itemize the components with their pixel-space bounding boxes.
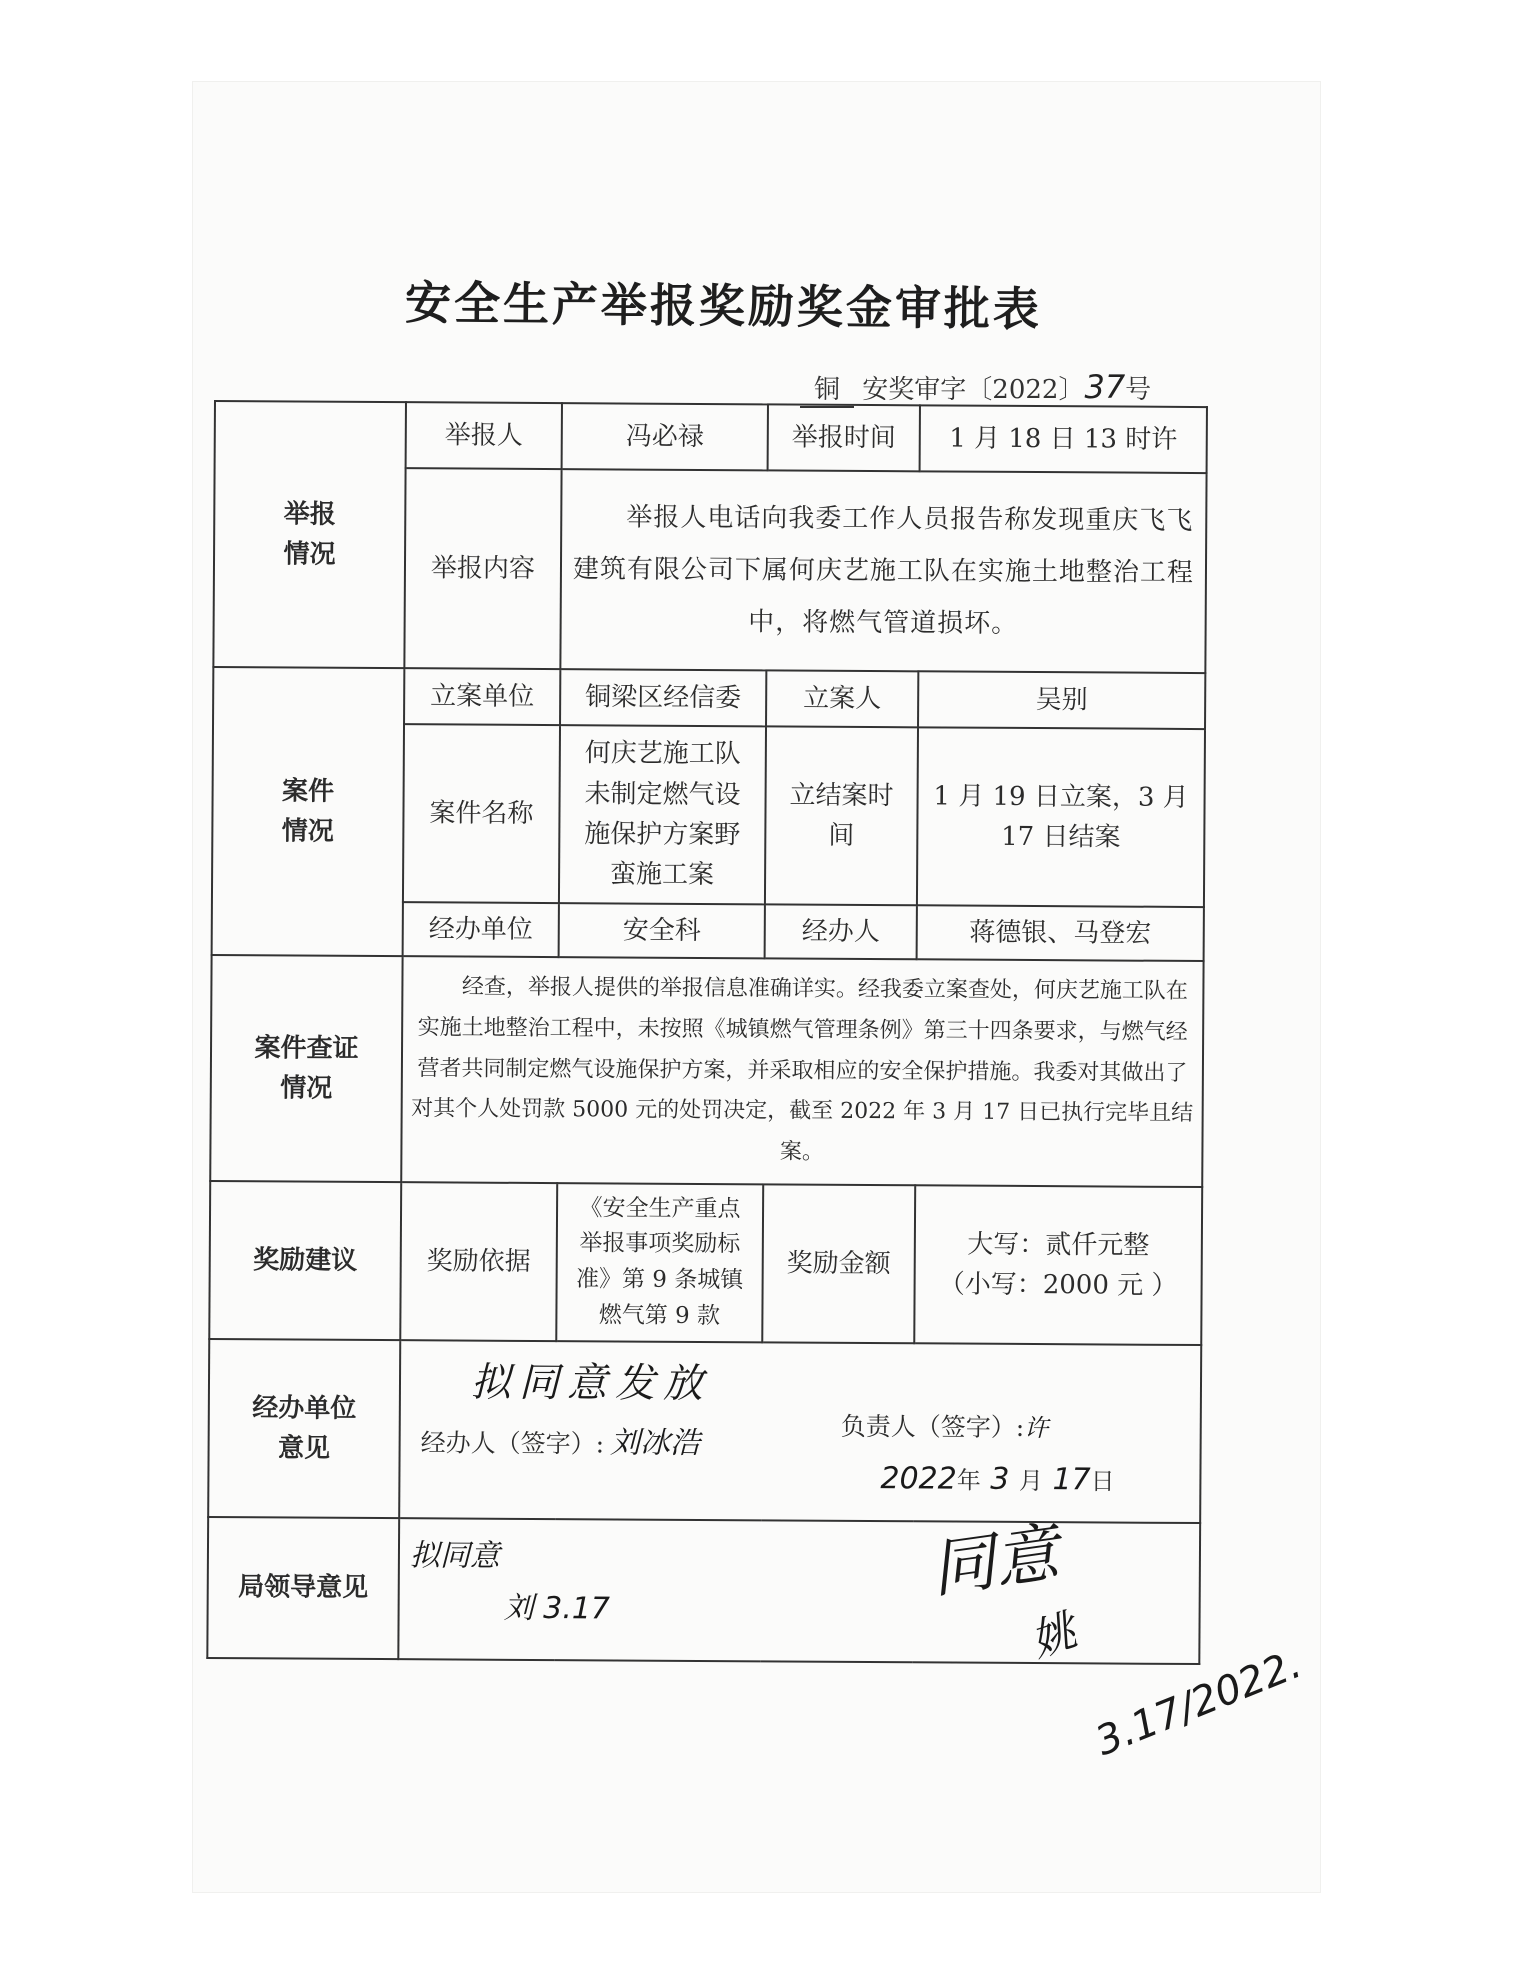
case-name-value: 何庆艺施工队 未制定燃气设 施保护方案野 蛮施工案 — [559, 725, 766, 904]
doc-number-text: 安奖审字〔2022〕 — [862, 375, 1085, 405]
doc-number-handwritten: 37 — [1084, 368, 1126, 406]
document-number — [800, 368, 1151, 408]
section-investigation: 案件查证 情况 — [210, 955, 402, 1182]
reporter-value: 冯必禄 — [562, 403, 768, 470]
case-period-label: 立结案时 间 — [765, 726, 918, 905]
report-time-label: 举报时间 — [768, 404, 920, 471]
handler-label: 经办人 — [765, 904, 917, 959]
approval-form-table — [206, 400, 1208, 1665]
case-name-label: 案件名称 — [403, 724, 560, 903]
leader-signature: 许 — [1024, 1413, 1049, 1443]
handler-sign-label: 经办人（签字）: — [420, 1428, 605, 1459]
unit-opinion-cell — [399, 1340, 1201, 1523]
handling-unit-label: 经办单位 — [403, 902, 559, 957]
section-reward: 奖励建议 — [209, 1181, 401, 1340]
handling-unit-value: 安全科 — [559, 903, 765, 958]
amount-lower: （小写：2000 元 ） — [938, 1269, 1178, 1301]
form-title: 安全生产举报奖励奖金审批表 — [404, 275, 1043, 337]
date-month: 3 — [990, 1461, 1010, 1497]
section-case: 案件 情况 — [212, 667, 405, 956]
reward-amount-label: 奖励金额 — [762, 1184, 915, 1343]
case-person-value: 吴别 — [918, 671, 1205, 729]
section-report: 举报 情况 — [213, 401, 406, 668]
reward-basis-value: 《安全生产重点 举报事项奖励标 准》第 9 条城镇 燃气第 9 款 — [556, 1183, 763, 1342]
date-year: 2022 — [880, 1461, 957, 1497]
case-unit-label: 立案单位 — [404, 668, 560, 725]
leader-sign-handwritten: 刘 3.17 — [503, 1590, 611, 1627]
date-day: 17 — [1052, 1462, 1091, 1498]
leader-approval-handwriting: 同意 — [926, 1516, 1064, 1608]
leader-signature-handwriting: 姚 — [1024, 1605, 1083, 1668]
doc-suffix: 号 — [1125, 375, 1152, 405]
case-period-value: 1 月 19 日立案，3 月 17 日结案 — [917, 727, 1205, 907]
report-content: 举报人电话向我委工作人员报告称发现重庆飞飞建筑有限公司下属何庆艺施工队在实施土地整治工程中，将燃气管道损坏。 — [560, 469, 1206, 673]
case-person-label: 立案人 — [766, 670, 918, 727]
leader-signature-line — [841, 1408, 1049, 1448]
date-month-unit: 月 — [1018, 1466, 1044, 1496]
investigation-text: 经查，举报人提供的举报信息准确详实。经我委立案查处，何庆艺施工队在实施土地整治工程中，未按照《城镇燃气管理条例》第三十四条要求，与燃气经营者共同制定燃气设施保护方案，并采取相应的安全保护措施。我委对其做出了对其个人处罚款 5000 元的处罚决定，截至 2022 年 3 月 17 日已执行完毕且结案。 — [401, 956, 1203, 1187]
opinion-date — [880, 1456, 1115, 1504]
leader-note-handwritten: 拟同意 — [409, 1538, 501, 1574]
handler-signature-line — [420, 1419, 700, 1467]
handler-signature: 刘冰浩 — [609, 1425, 701, 1461]
section-unit-opinion: 经办单位 意见 — [208, 1339, 400, 1518]
leader-date-handwriting: 3.17/2022. — [1089, 1641, 1308, 1765]
leader-opinion-cell — [398, 1518, 1200, 1664]
date-year-unit: 年 — [956, 1466, 981, 1495]
amount-upper: 大写：贰仟元整 — [967, 1229, 1150, 1261]
case-unit-value: 铜梁区经信委 — [560, 669, 766, 726]
reward-basis-label: 奖励依据 — [400, 1182, 557, 1341]
doc-prefix: 铜 — [800, 369, 854, 408]
section-leader-opinion: 局领导意见 — [207, 1517, 399, 1659]
date-day-unit: 日 — [1090, 1467, 1115, 1496]
reward-amount-value — [914, 1185, 1202, 1345]
report-content-label: 举报内容 — [404, 468, 561, 669]
report-time-value: 1 月 18 日 13 时许 — [920, 405, 1207, 473]
opinion-handwritten: 拟同意发放 — [470, 1359, 712, 1408]
leader-sign-label: 负责人（签字）: — [840, 1411, 1025, 1442]
handler-value: 蒋德银、马登宏 — [917, 905, 1204, 961]
reporter-label: 举报人 — [406, 402, 562, 469]
